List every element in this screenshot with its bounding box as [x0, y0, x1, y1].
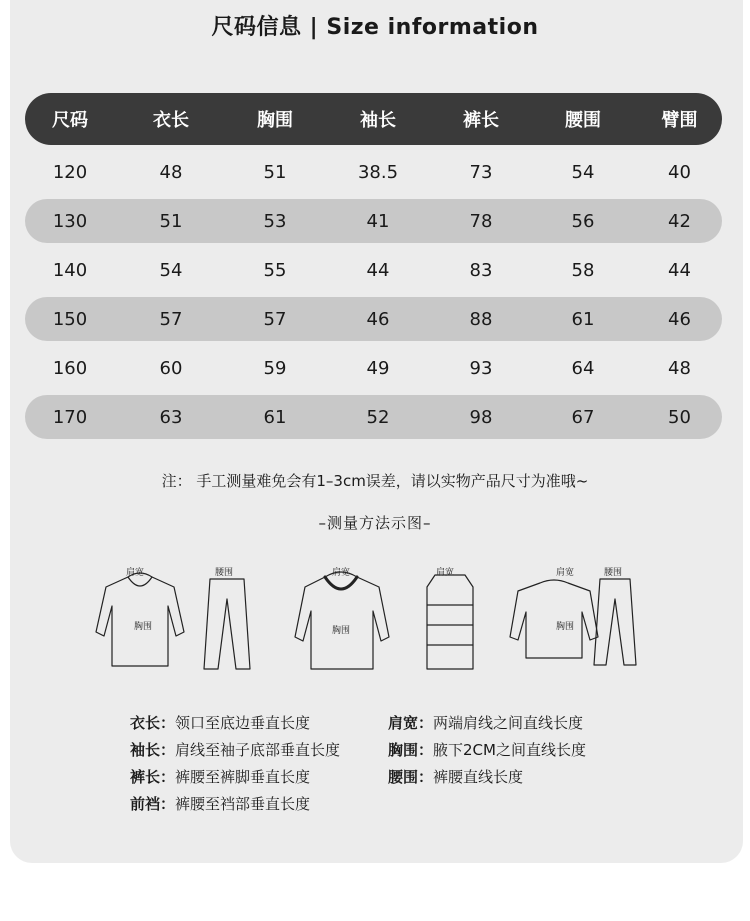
- label-shoulder-4: 肩宽: [556, 568, 575, 578]
- method-title: –测量方法示图–: [318, 514, 432, 532]
- def-desc: 腋下2CM之间直线长度: [433, 741, 586, 759]
- cell: 83: [469, 259, 493, 281]
- label-shoulder-3: 肩宽: [436, 568, 455, 578]
- cell: 38.5: [357, 161, 399, 183]
- cell: 60: [159, 357, 183, 379]
- table-row: [25, 248, 722, 292]
- cell: 48: [668, 357, 691, 379]
- cell: 51: [263, 161, 287, 183]
- measurement-note: 注： 手工测量难免会有1–3cm误差，请以实物产品尺寸为准哦~: [161, 472, 589, 490]
- def-term: 前裆：: [130, 795, 176, 813]
- cell: 51: [159, 210, 183, 232]
- cell: 67: [571, 406, 595, 428]
- header-chest: 胸围: [257, 110, 293, 131]
- cell: 46: [668, 308, 691, 330]
- cell: 52: [366, 406, 390, 428]
- header-pants-length: 裤长: [463, 110, 499, 131]
- measurement-illustrations: [70, 565, 680, 680]
- def-desc: 肩线至袖子底部垂直长度: [175, 741, 341, 759]
- definitions-left: [130, 710, 340, 818]
- definitions-right: [388, 710, 586, 791]
- sweater-icon: [510, 580, 598, 658]
- size-table: [25, 93, 722, 439]
- cell: 160: [52, 357, 88, 379]
- table-row: [25, 199, 722, 243]
- header-sleeve: 袖长: [360, 110, 396, 131]
- def-desc: 两端肩线之间直线长度: [433, 714, 584, 732]
- vest-icon: [427, 575, 473, 669]
- cell: 42: [668, 210, 691, 232]
- def-term: 裤长：: [130, 768, 176, 786]
- def-desc: 裤腰至裆部垂直长度: [175, 795, 311, 813]
- cell: 53: [263, 210, 287, 232]
- cell: 57: [263, 308, 287, 330]
- label-chest-2: 胸围: [332, 626, 351, 636]
- label-chest-3: 胸围: [556, 622, 575, 632]
- cell: 130: [52, 210, 88, 232]
- cell: 46: [366, 308, 390, 330]
- hoodie-icon: [96, 573, 184, 666]
- cell: 44: [366, 259, 390, 281]
- page-title: 尺码信息 | Size information: [211, 15, 539, 40]
- cell: 48: [159, 161, 183, 183]
- jogger-icon: [594, 579, 636, 665]
- def-term: 肩宽：: [388, 714, 434, 732]
- label-chest: 胸围: [134, 622, 153, 632]
- def-line: [388, 710, 586, 737]
- cell: 44: [668, 259, 691, 281]
- table-header: [25, 93, 722, 145]
- table-row: [25, 395, 722, 439]
- cell: 41: [366, 210, 390, 232]
- def-line: [130, 791, 340, 818]
- label-shoulder: 肩宽: [126, 568, 145, 578]
- cell: 88: [469, 308, 493, 330]
- cell: 150: [52, 308, 88, 330]
- def-term: 袖长：: [130, 741, 176, 759]
- def-line: [130, 764, 340, 791]
- cell: 56: [571, 210, 595, 232]
- cell: 59: [263, 357, 287, 379]
- cell: 120: [52, 161, 88, 183]
- cell: 58: [571, 259, 595, 281]
- cell: 50: [668, 406, 691, 428]
- def-line: [130, 737, 340, 764]
- cell: 73: [469, 161, 493, 183]
- cell: 40: [668, 161, 691, 183]
- pants-icon: [204, 579, 250, 669]
- def-desc: 裤腰直线长度: [433, 768, 524, 786]
- cell: 64: [571, 357, 595, 379]
- table-row: [25, 346, 722, 390]
- def-term: 衣长：: [130, 714, 176, 732]
- cell: 93: [469, 357, 493, 379]
- cell: 57: [159, 308, 183, 330]
- def-desc: 裤腰至裤脚垂直长度: [175, 768, 311, 786]
- hoodie-dark-hood-icon: [295, 572, 389, 669]
- cell: 61: [263, 406, 287, 428]
- def-line: [388, 764, 586, 791]
- table-row: [25, 150, 722, 194]
- cell: 49: [366, 357, 390, 379]
- header-arm: 臂围: [661, 110, 698, 131]
- label-shoulder-2: 肩宽: [332, 568, 351, 578]
- cell: 78: [469, 210, 493, 232]
- header-size: 尺码: [52, 110, 88, 131]
- def-line: [130, 710, 340, 737]
- cell: 54: [571, 161, 595, 183]
- cell: 55: [263, 259, 287, 281]
- cell: 61: [571, 308, 595, 330]
- def-line: [388, 737, 586, 764]
- cell: 98: [469, 406, 493, 428]
- label-waist: 腰围: [215, 568, 234, 578]
- def-term: 腰围：: [388, 768, 434, 786]
- table-row: [25, 297, 722, 341]
- cell: 170: [52, 406, 88, 428]
- header-waist: 腰围: [565, 110, 601, 131]
- header-length: 衣长: [153, 110, 189, 131]
- label-waist-2: 腰围: [604, 568, 623, 578]
- def-term: 胸围：: [388, 741, 434, 759]
- def-desc: 领口至底边垂直长度: [175, 714, 311, 732]
- cell: 54: [159, 259, 183, 281]
- cell: 63: [159, 406, 183, 428]
- cell: 140: [52, 259, 88, 281]
